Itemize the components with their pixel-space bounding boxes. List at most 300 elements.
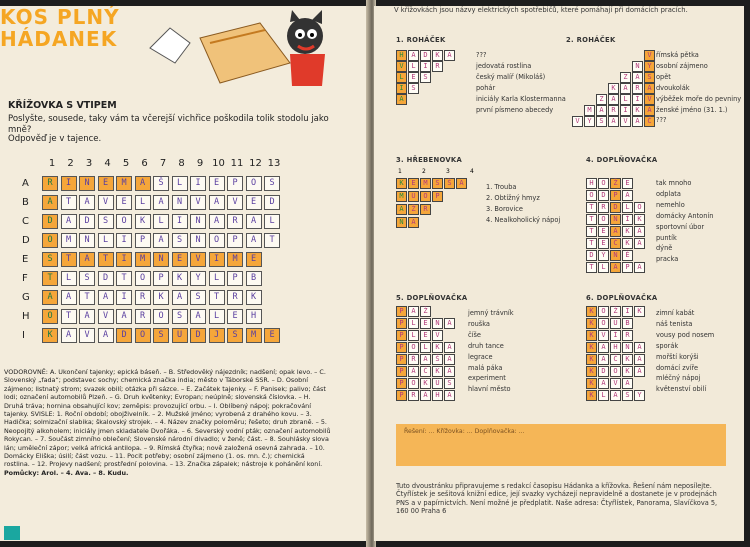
puzzle-cell[interactable]: V: [396, 61, 407, 72]
puzzle-cell[interactable]: V: [610, 378, 621, 389]
puzzle-cell[interactable]: K: [432, 50, 443, 61]
crossword-cell[interactable]: I: [61, 176, 77, 191]
puzzle-cell[interactable]: L: [408, 61, 419, 72]
puzzle-cell[interactable]: R: [408, 390, 419, 401]
crossword-cell[interactable]: O: [135, 328, 151, 343]
crossword-cell[interactable]: N: [172, 195, 188, 210]
puzzle-cell[interactable]: Č: [420, 366, 431, 377]
puzzle-cell[interactable]: E: [598, 238, 609, 249]
puzzle-cell[interactable]: E: [420, 330, 431, 341]
puzzle-cell[interactable]: A: [634, 262, 645, 273]
crossword-cell[interactable]: O: [153, 309, 169, 324]
clue-line: pracka: [656, 255, 679, 264]
puzzle-cell[interactable]: L: [396, 72, 407, 83]
crossword-cell[interactable]: S: [79, 271, 95, 286]
crossword-cell[interactable]: D: [190, 328, 206, 343]
clue-line: květenství obilí: [656, 385, 707, 394]
row-label: I: [22, 330, 25, 341]
column-number: 5: [122, 158, 130, 169]
crossword-cell[interactable]: V: [98, 195, 114, 210]
puzzle-cell[interactable]: S: [644, 72, 655, 83]
puzzle-cell[interactable]: Š: [432, 354, 443, 365]
crossword-cell[interactable]: N: [79, 176, 95, 191]
puzzle-cell[interactable]: I: [420, 61, 431, 72]
puzzle-cell[interactable]: N: [632, 61, 643, 72]
crossword-cell[interactable]: T: [61, 195, 77, 210]
clue-line: odplata: [656, 189, 681, 198]
puzzle-cell[interactable]: A: [634, 354, 645, 365]
crossword-cell[interactable]: E: [246, 252, 262, 267]
crossword-cell[interactable]: A: [246, 233, 262, 248]
puzzle-cell[interactable]: N: [396, 217, 407, 228]
puzzle-cell[interactable]: Ý: [598, 250, 609, 261]
puzzle-cell[interactable]: P: [622, 262, 633, 273]
crossword-cell[interactable]: A: [190, 309, 206, 324]
puzzle-cell[interactable]: A: [408, 217, 419, 228]
crossword-cell[interactable]: L: [172, 176, 188, 191]
crossword-cell[interactable]: D: [264, 195, 280, 210]
puzzle-cell[interactable]: A: [444, 50, 455, 61]
crossword-cell[interactable]: K: [246, 290, 262, 305]
crossword-cell[interactable]: M: [61, 233, 77, 248]
puzzle-cell[interactable]: U: [408, 191, 419, 202]
puzzle-cell[interactable]: K: [634, 306, 645, 317]
puzzle-3-col-number: 1: [398, 168, 402, 175]
puzzle-cell[interactable]: K: [586, 342, 597, 353]
crossword-cell[interactable]: P: [153, 271, 169, 286]
crossword-cell[interactable]: S: [172, 233, 188, 248]
puzzle-cell[interactable]: Y: [634, 390, 645, 401]
puzzle-cell[interactable]: R: [432, 61, 443, 72]
crossword-cell[interactable]: T: [209, 290, 225, 305]
puzzle-cell[interactable]: O: [586, 190, 597, 201]
clue-line: ???: [656, 116, 667, 125]
puzzle-cell[interactable]: N: [432, 318, 443, 329]
puzzle-cell[interactable]: K: [432, 342, 443, 353]
crossword-cell[interactable]: T: [116, 271, 132, 286]
puzzle-cell[interactable]: A: [610, 226, 621, 237]
puzzle-cell[interactable]: Á: [420, 390, 431, 401]
crossword-cell[interactable]: L: [264, 214, 280, 229]
crossword-cell[interactable]: E: [98, 176, 114, 191]
puzzle-cell[interactable]: D: [598, 190, 609, 201]
crossword-cell[interactable]: A: [98, 328, 114, 343]
crossword-cell[interactable]: A: [153, 195, 169, 210]
crossword-cell[interactable]: N: [190, 233, 206, 248]
puzzle-cell[interactable]: V: [644, 94, 655, 105]
puzzle-cell[interactable]: A: [632, 72, 643, 83]
puzzle-cell[interactable]: V: [644, 50, 655, 61]
crossword-cell[interactable]: T: [264, 233, 280, 248]
puzzle-cell[interactable]: L: [622, 202, 633, 213]
crossword-cell[interactable]: A: [61, 328, 77, 343]
puzzle-cell[interactable]: K: [586, 354, 597, 365]
puzzle-4-title: 4. DOPLŇOVAČKA: [586, 156, 658, 164]
crossword-cell[interactable]: S: [190, 290, 206, 305]
crossword-clues: [4, 368, 332, 477]
puzzle-cell[interactable]: Č: [610, 238, 621, 249]
crossword-cell[interactable]: A: [79, 195, 95, 210]
puzzle-cell[interactable]: E: [420, 318, 431, 329]
crossword-cell[interactable]: A: [246, 214, 262, 229]
crossword-cell[interactable]: K: [135, 214, 151, 229]
clue-line: český malíř (Mikoláš): [476, 72, 546, 81]
puzzle-cell[interactable]: I: [632, 94, 643, 105]
crossword-cell[interactable]: D: [42, 214, 58, 229]
puzzle-cell[interactable]: M: [584, 105, 595, 116]
puzzle-cell[interactable]: A: [444, 390, 455, 401]
crossword-cell[interactable]: A: [61, 290, 77, 305]
puzzle-cell[interactable]: R: [622, 330, 633, 341]
puzzle-cell[interactable]: P: [396, 306, 407, 317]
puzzle-cell[interactable]: I: [620, 105, 631, 116]
puzzle-cell[interactable]: A: [644, 105, 655, 116]
puzzle-cell[interactable]: Ž: [610, 178, 621, 189]
crossword-cell[interactable]: T: [98, 252, 114, 267]
crossword-cell[interactable]: R: [42, 176, 58, 191]
crossword-cell[interactable]: M: [135, 252, 151, 267]
puzzle-cell[interactable]: A: [598, 354, 609, 365]
puzzle-cell[interactable]: V: [620, 116, 631, 127]
crossword-cell[interactable]: R: [227, 290, 243, 305]
puzzle-cell[interactable]: E: [622, 178, 633, 189]
puzzle-cell[interactable]: I: [622, 306, 633, 317]
puzzle-cell[interactable]: A: [408, 306, 419, 317]
puzzle-cell[interactable]: Y: [644, 61, 655, 72]
crossword-cell[interactable]: S: [227, 328, 243, 343]
crossword-cell[interactable]: V: [190, 195, 206, 210]
puzzle-cell[interactable]: O: [598, 318, 609, 329]
crossword-cell[interactable]: J: [209, 328, 225, 343]
crossword-cell[interactable]: L: [98, 233, 114, 248]
puzzle-cell[interactable]: Ž: [610, 306, 621, 317]
puzzle-cell[interactable]: T: [586, 238, 597, 249]
crossword-cell[interactable]: I: [116, 252, 132, 267]
crossword-cell[interactable]: L: [135, 195, 151, 210]
crossword-cell[interactable]: M: [116, 176, 132, 191]
crossword-cell[interactable]: E: [172, 252, 188, 267]
puzzle-cell[interactable]: K: [622, 238, 633, 249]
puzzle-cell[interactable]: K: [396, 178, 407, 189]
puzzle-cell[interactable]: K: [420, 378, 431, 389]
puzzle-cell[interactable]: O: [420, 191, 431, 202]
crossword-cell[interactable]: L: [209, 309, 225, 324]
puzzle-cell[interactable]: T: [586, 202, 597, 213]
puzzle-cell[interactable]: A: [444, 342, 455, 353]
crossword-cell[interactable]: A: [153, 233, 169, 248]
puzzle-cell[interactable]: D: [586, 250, 597, 261]
puzzle-cell[interactable]: A: [444, 354, 455, 365]
puzzle-cell[interactable]: A: [396, 94, 407, 105]
puzzle-cell[interactable]: Z: [596, 94, 607, 105]
crossword-cell[interactable]: P: [227, 176, 243, 191]
crossword-cell[interactable]: S: [172, 309, 188, 324]
crossword-cell[interactable]: V: [98, 309, 114, 324]
puzzle-cell[interactable]: K: [586, 318, 597, 329]
crossword-cell[interactable]: S: [264, 176, 280, 191]
puzzle-cell[interactable]: A: [610, 390, 621, 401]
puzzle-cell[interactable]: H: [432, 390, 443, 401]
puzzle-cell[interactable]: E: [408, 72, 419, 83]
puzzle-cell[interactable]: K: [432, 366, 443, 377]
crossword-cell[interactable]: A: [98, 290, 114, 305]
crossword-cell[interactable]: A: [116, 309, 132, 324]
puzzle-cell[interactable]: Ř: [408, 354, 419, 365]
puzzle-cell[interactable]: A: [408, 50, 419, 61]
crossword-cell[interactable]: P: [227, 233, 243, 248]
puzzle-cell[interactable]: A: [634, 226, 645, 237]
puzzle-cell[interactable]: K: [586, 366, 597, 377]
crossword-cell[interactable]: V: [79, 328, 95, 343]
puzzle-cell[interactable]: U: [432, 378, 443, 389]
clue-line: jemný trávník: [468, 309, 514, 317]
crossword-cell[interactable]: T: [61, 252, 77, 267]
puzzle-cell[interactable]: E: [408, 178, 419, 189]
puzzle-cell[interactable]: T: [586, 226, 597, 237]
puzzle-cell[interactable]: A: [420, 354, 431, 365]
puzzle-cell[interactable]: D: [598, 366, 609, 377]
crossword-cell[interactable]: N: [153, 252, 169, 267]
puzzle-cell[interactable]: P: [396, 318, 407, 329]
crossword-cell[interactable]: N: [79, 233, 95, 248]
puzzle-cell[interactable]: L: [598, 390, 609, 401]
puzzle-cell[interactable]: A: [634, 366, 645, 377]
crossword-cell[interactable]: Š: [153, 176, 169, 191]
puzzle-cell[interactable]: A: [644, 83, 655, 94]
puzzle-cell[interactable]: A: [632, 116, 643, 127]
puzzle-cell[interactable]: A: [396, 204, 407, 215]
crossword-cell[interactable]: K: [172, 271, 188, 286]
puzzle-cell[interactable]: A: [598, 378, 609, 389]
crossword-cell[interactable]: L: [61, 271, 77, 286]
crossword-cell[interactable]: E: [227, 309, 243, 324]
puzzle-cell[interactable]: K: [586, 306, 597, 317]
puzzle-cell[interactable]: M: [420, 178, 431, 189]
puzzle-cell[interactable]: H: [586, 178, 597, 189]
puzzle-cell[interactable]: S: [408, 83, 419, 94]
puzzle-cell[interactable]: R: [608, 105, 619, 116]
puzzle-cell[interactable]: K: [586, 378, 597, 389]
puzzle-cell[interactable]: L: [598, 262, 609, 273]
crossword-cell[interactable]: I: [116, 233, 132, 248]
puzzle-cell[interactable]: K: [622, 366, 633, 377]
crossword-cell[interactable]: Y: [190, 271, 206, 286]
crossword-cell[interactable]: E: [246, 195, 262, 210]
crossword-cell[interactable]: A: [61, 214, 77, 229]
crossword-cell[interactable]: R: [135, 309, 151, 324]
puzzle-cell[interactable]: Č: [644, 116, 655, 127]
puzzle-cell[interactable]: K: [632, 105, 643, 116]
crossword-cell[interactable]: A: [172, 290, 188, 305]
crossword-cell[interactable]: U: [172, 328, 188, 343]
puzzle-cell[interactable]: O: [598, 214, 609, 225]
puzzle-cell[interactable]: L: [408, 330, 419, 341]
puzzle-cell[interactable]: Č: [610, 354, 621, 365]
puzzle-cell[interactable]: O: [598, 178, 609, 189]
crossword-cell[interactable]: D: [98, 271, 114, 286]
puzzle-cell[interactable]: D: [610, 202, 621, 213]
puzzle-cell[interactable]: Y: [584, 116, 595, 127]
crossword-cell[interactable]: R: [135, 290, 151, 305]
puzzle-cell[interactable]: K: [622, 354, 633, 365]
puzzle-cell[interactable]: A: [444, 318, 455, 329]
crossword-cell[interactable]: S: [42, 252, 58, 267]
crossword-cell[interactable]: L: [153, 214, 169, 229]
crossword-cell[interactable]: O: [42, 233, 58, 248]
crossword-cell[interactable]: I: [172, 214, 188, 229]
puzzle-cell[interactable]: O: [408, 378, 419, 389]
puzzle-cell[interactable]: V: [572, 116, 583, 127]
crossword-cell[interactable]: R: [227, 214, 243, 229]
crossword-cell[interactable]: V: [190, 252, 206, 267]
puzzle-cell[interactable]: I: [396, 83, 407, 94]
crossword-cell[interactable]: S: [98, 214, 114, 229]
crossword-cell[interactable]: A: [209, 195, 225, 210]
puzzle-cell[interactable]: O: [634, 202, 645, 213]
crossword-cell[interactable]: D: [79, 214, 95, 229]
column-number: 7: [159, 158, 167, 169]
puzzle-cell[interactable]: Š: [444, 178, 455, 189]
puzzle-cell[interactable]: A: [596, 105, 607, 116]
puzzle-cell[interactable]: A: [620, 83, 631, 94]
crossword-cell[interactable]: O: [246, 176, 262, 191]
page-banner: [0, 6, 140, 50]
crossword-cell[interactable]: A: [79, 309, 95, 324]
puzzle-cell[interactable]: Ž: [420, 306, 431, 317]
puzzle-cell[interactable]: P: [396, 330, 407, 341]
crossword-cell[interactable]: O: [42, 309, 58, 324]
puzzle-cell[interactable]: N: [610, 250, 621, 261]
puzzle-cell[interactable]: A: [634, 238, 645, 249]
crossword-cell[interactable]: A: [79, 252, 95, 267]
crossword-cell[interactable]: E: [264, 328, 280, 343]
puzzle-cell[interactable]: S: [432, 178, 443, 189]
puzzle-cell[interactable]: K: [634, 214, 645, 225]
crossword-cell[interactable]: A: [42, 290, 58, 305]
crossword-cell[interactable]: N: [190, 214, 206, 229]
puzzle-cell[interactable]: R: [598, 202, 609, 213]
puzzle-cell[interactable]: D: [420, 50, 431, 61]
puzzle-cell[interactable]: P: [396, 390, 407, 401]
puzzle-cell[interactable]: A: [634, 342, 645, 353]
crossword-cell[interactable]: B: [246, 271, 262, 286]
crossword-cell[interactable]: A: [209, 214, 225, 229]
puzzle-cell[interactable]: H: [610, 342, 621, 353]
puzzle-cell[interactable]: E: [598, 226, 609, 237]
puzzle-cell[interactable]: R: [632, 83, 643, 94]
puzzle-cell[interactable]: U: [610, 318, 621, 329]
crossword-cell[interactable]: K: [153, 290, 169, 305]
crossword-cell[interactable]: P: [227, 271, 243, 286]
puzzle-cell[interactable]: M: [396, 191, 407, 202]
puzzle-cell[interactable]: Á: [408, 366, 419, 377]
puzzle-cell[interactable]: P: [432, 191, 443, 202]
crossword-cell[interactable]: E: [116, 195, 132, 210]
crossword-cell[interactable]: T: [61, 309, 77, 324]
puzzle-cell[interactable]: Ě: [622, 250, 633, 261]
puzzle-cell[interactable]: S: [444, 378, 455, 389]
puzzle-cell[interactable]: A: [622, 190, 633, 201]
crossword-cell[interactable]: L: [209, 271, 225, 286]
puzzle-cell[interactable]: K: [586, 330, 597, 341]
crossword-cell[interactable]: O: [135, 271, 151, 286]
crossword-cell[interactable]: O: [116, 214, 132, 229]
puzzle-cell[interactable]: A: [598, 342, 609, 353]
crossword-cell[interactable]: V: [227, 195, 243, 210]
puzzle-cell[interactable]: P: [396, 366, 407, 377]
clue-line: 1. Trouba: [486, 183, 517, 191]
puzzle-cell[interactable]: N: [610, 214, 621, 225]
puzzle-cell[interactable]: Z: [620, 72, 631, 83]
puzzle-cell[interactable]: R: [420, 204, 431, 215]
crossword-cell[interactable]: A: [135, 176, 151, 191]
puzzle-cell[interactable]: L: [420, 342, 431, 353]
crossword-cell[interactable]: K: [42, 328, 58, 343]
puzzle-cell[interactable]: H: [396, 50, 407, 61]
puzzle-cell[interactable]: O: [408, 342, 419, 353]
crossword-cell[interactable]: H: [246, 309, 262, 324]
puzzle-cell[interactable]: O: [598, 306, 609, 317]
puzzle-cell[interactable]: K: [586, 390, 597, 401]
puzzle-cell[interactable]: A: [622, 378, 633, 389]
crossword-cell[interactable]: S: [153, 328, 169, 343]
puzzle-cell[interactable]: Í: [610, 330, 621, 341]
puzzle-cell[interactable]: V: [432, 330, 443, 341]
puzzle-cell[interactable]: K: [622, 226, 633, 237]
puzzle-cell[interactable]: T: [586, 262, 597, 273]
puzzle-cell[interactable]: S: [596, 116, 607, 127]
puzzle-cell[interactable]: V: [598, 330, 609, 341]
puzzle-cell[interactable]: P: [396, 378, 407, 389]
crossword-cell[interactable]: E: [209, 176, 225, 191]
crossword-cell[interactable]: M: [246, 328, 262, 343]
crossword-cell[interactable]: O: [209, 233, 225, 248]
clue-line: druh tance: [468, 341, 504, 350]
puzzle-cell[interactable]: T: [586, 214, 597, 225]
crossword-cell[interactable]: A: [42, 195, 58, 210]
puzzle-cell[interactable]: A: [610, 262, 621, 273]
crossword-cell[interactable]: T: [42, 271, 58, 286]
puzzle-cell[interactable]: A: [608, 94, 619, 105]
puzzle-cell[interactable]: B: [622, 318, 633, 329]
puzzle-cell[interactable]: O: [610, 366, 621, 377]
puzzle-cell[interactable]: P: [610, 190, 621, 201]
puzzle-cell[interactable]: A: [608, 116, 619, 127]
puzzle-cell[interactable]: N: [622, 342, 633, 353]
crossword-cell[interactable]: I: [190, 176, 206, 191]
puzzle-cell[interactable]: S: [622, 390, 633, 401]
puzzle-cell[interactable]: S: [420, 72, 431, 83]
crossword-cell[interactable]: M: [227, 252, 243, 267]
crossword-cell[interactable]: I: [209, 252, 225, 267]
puzzle-cell[interactable]: A: [456, 178, 467, 189]
puzzle-cell[interactable]: L: [408, 318, 419, 329]
crossword-cell[interactable]: D: [116, 328, 132, 343]
puzzle-cell[interactable]: A: [444, 366, 455, 377]
puzzle-cell[interactable]: P: [396, 354, 407, 365]
puzzle-cell[interactable]: Í: [622, 214, 633, 225]
puzzle-cell[interactable]: K: [608, 83, 619, 94]
crossword-cell[interactable]: I: [116, 290, 132, 305]
puzzle-4-clues: [656, 178, 713, 265]
puzzle-cell[interactable]: Ž: [408, 204, 419, 215]
puzzle-cell[interactable]: L: [620, 94, 631, 105]
puzzle-cell[interactable]: P: [396, 342, 407, 353]
crossword-cell[interactable]: T: [79, 290, 95, 305]
row-label: G: [22, 292, 30, 303]
pomucky-text: Pomůcky: Arol. – 4. Ava. – 8. Kudu.: [4, 468, 129, 477]
crossword-cell[interactable]: P: [135, 233, 151, 248]
